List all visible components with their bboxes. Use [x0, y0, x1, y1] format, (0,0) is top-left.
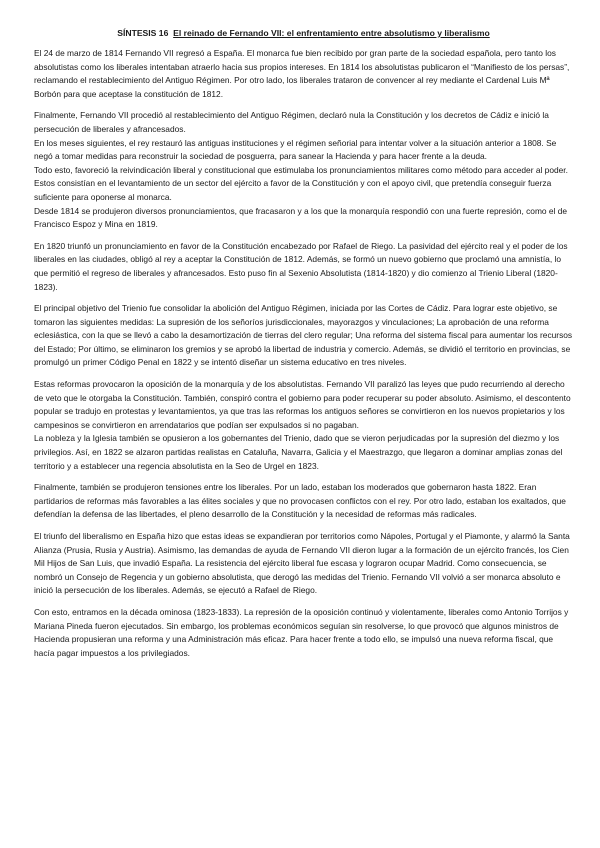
- title-topic: El reinado de Fernando VII: el enfrentamiento entre absolutismo y liberalismo: [173, 28, 490, 38]
- page-title: [34, 27, 573, 39]
- paragraph-opposition: Estas reformas provocaron la oposición de la monarquía y de los absolutistas. Fernando VII paralizó las leyes que pudo recurriendo al derecho de veto que le otorgaba la Constitución. También, conspiró contra el gobierno para poder recuperar su poder absoluto. Asimismo, el descontento popular se tradujo en protestas y levantamientos, ya que tras las reformas los antiguos señores se convirtieron en los nuevos propietarios y los campesinos se convirtieron en arrendatarios que podían ser expulsados si no pagaban.: [34, 379, 571, 430]
- title-label: SÍNTESIS 16: [117, 28, 169, 38]
- paragraph-nobility-church: La nobleza y la Iglesia también se opusieron a los gobernantes del Trienio, dado que se vieron perjudicadas por la supresión del diezmo y los privilegios. Así, en 1822 se alzaron partidas realistas en Cataluña, Navarra, Galicia y el Maestrazgo, que llegaron a dominar amplias zonas del territorio y a establecer una regencia absolutista en la Seo de Urgel en 1823.: [34, 433, 563, 471]
- paragraph-restoration: Finalmente, Fernando VII procedió al restablecimiento del Antiguo Régimen, declaró nula la Constitución y los decretos de Cádiz e inició la persecución de liberales y afrancesados.: [34, 110, 549, 134]
- paragraph-institutions: En los meses siguientes, el rey restauró las antiguas instituciones y el régimen señorial para intentar volver a la situación anterior a 1808. Se negó a tomar medidas para reconstruir la sociedad de posguerra, para sanear la Hacienda y para hacer frente a la deuda.: [34, 137, 557, 162]
- paragraph-decada-ominosa: Con esto, entramos en la década ominosa (1823-1833). La represión de la oposición continuó y violentamente, liberales como Antonio Torrijos y Mariana Pineda fueron ejecutados. Sin embargo, los problemas económicos seguían sin resolverse, lo que provocó que algunos ministros de Hacienda propusieran una reforma y una Administración más eficaz. Para hacer frente a todo ello, se impulsó una nueva reforma fiscal, que hacía pagar impuestos a los privilegiados.: [34, 606, 569, 658]
- paragraph-pronunciamientos: Todo esto, favoreció la reivindicación liberal y constitucional que estimulaba los pronunciamientos militares como método para acceder al poder. Estos consistían en el levantamiento de un sector del ejército a favor de la Constitución y con el apoyo civil, que pretendía conseguir fuerza suficiente para oponerse al monarca.: [34, 164, 568, 202]
- paragraph-santa-alianza: El triunfo del liberalismo en España hizo que estas ideas se expandieran por territorios como Nápoles, Portugal y el Piamonte, y alarmó la Santa Alianza (Prusia, Rusia y Austria). Asimismo, las demandas de ayuda de Fernando VII dieron lugar a la formación de un ejército francés, los Cien Mil Hijos de San Luis, que invadió España. La resistencia del ejército liberal fue escasa y lograron ocupar Madrid. Como consecuencia, se nombró un Consejo de Regencia y un gobierno absolutista, que derogó las medidas del Trienio. Fernando VII volvió a ser monarca absoluto e inició la persecución de los liberales. Además, se ejecutó a Rafael de Riego.: [34, 531, 570, 596]
- paragraph-trienio-objectives: El principal objetivo del Trienio fue consolidar la abolición del Antiguo Régimen, iniciada por las Cortes de Cádiz. Para lograr este objetivo, se tomaron las siguientes medidas: La supresión de los señoríos jurisdiccionales, mayorazgos y vinculaciones; La aprobación de una reforma eclesiástica, con la que se llevó a cabo la desamortización de tierras del clero regular; Una reforma del sistema fiscal para aumentar los recursos del Estado; Por último, se eliminaron los gremios y se aprobó la libertad de industria y comercio. Además, se dividió el territorio en provincias, se promulgó un primer Código Penal en 1822 y se intentó diseñar un sistema educativo en tres niveles.: [34, 303, 573, 368]
- paragraph-liberal-tensions: Finalmente, también se produjeron tensiones entre los liberales. Por un lado, estaban los moderados que gobernaron hasta 1822. Eran partidarios de reformas más favorables a las élites sociales y que no provocasen conflictos con el rey. Por otro lado, estaban los exaltados, que defendían la defensa de las libertades, el pleno desarrollo de la Constitución y la necesidad de reformas más radicales.: [34, 482, 566, 520]
- paragraph-repression: Desde 1814 se produjeron diversos pronunciamientos, que fracasaron y a los que la monarquía respondió con una fuerte represión, como el de Francisco Espoz y Mina en 1819.: [34, 205, 568, 230]
- paragraph-return-of-fernando: El 24 de marzo de 1814 Fernando VII regresó a España. El monarca fue bien recibido por gran parte de la sociedad española, pero tanto los absolutistas como los liberales intentaban atraerlo hacia sus propios intereses. En 1814 los absolutistas publicaron el “Manifiesto de los persas”, reclamando el restablecimiento del Antiguo Régimen. Por otro lado, los liberales trataron de convencer al rey mediante el Cardenal Luis Mª Borbón para que aceptase la constitución de 1812.: [34, 48, 570, 99]
- paragraph-riego: En 1820 triunfó un pronunciamiento en favor de la Constitución encabezado por Rafael de Riego. La pasividad del ejército real y el poder de los liberales en las ciudades, obligó al rey a aceptar la Constitución de 1812. Además, se formó un nuevo gobierno que proclamó una amnistía, lo que permitió el regreso de liberales y afrancesados. Esto puso fin al Sexenio Absolutista (1814-1820) y dio comienzo al Trienio Liberal (1820-1823).: [34, 240, 568, 292]
